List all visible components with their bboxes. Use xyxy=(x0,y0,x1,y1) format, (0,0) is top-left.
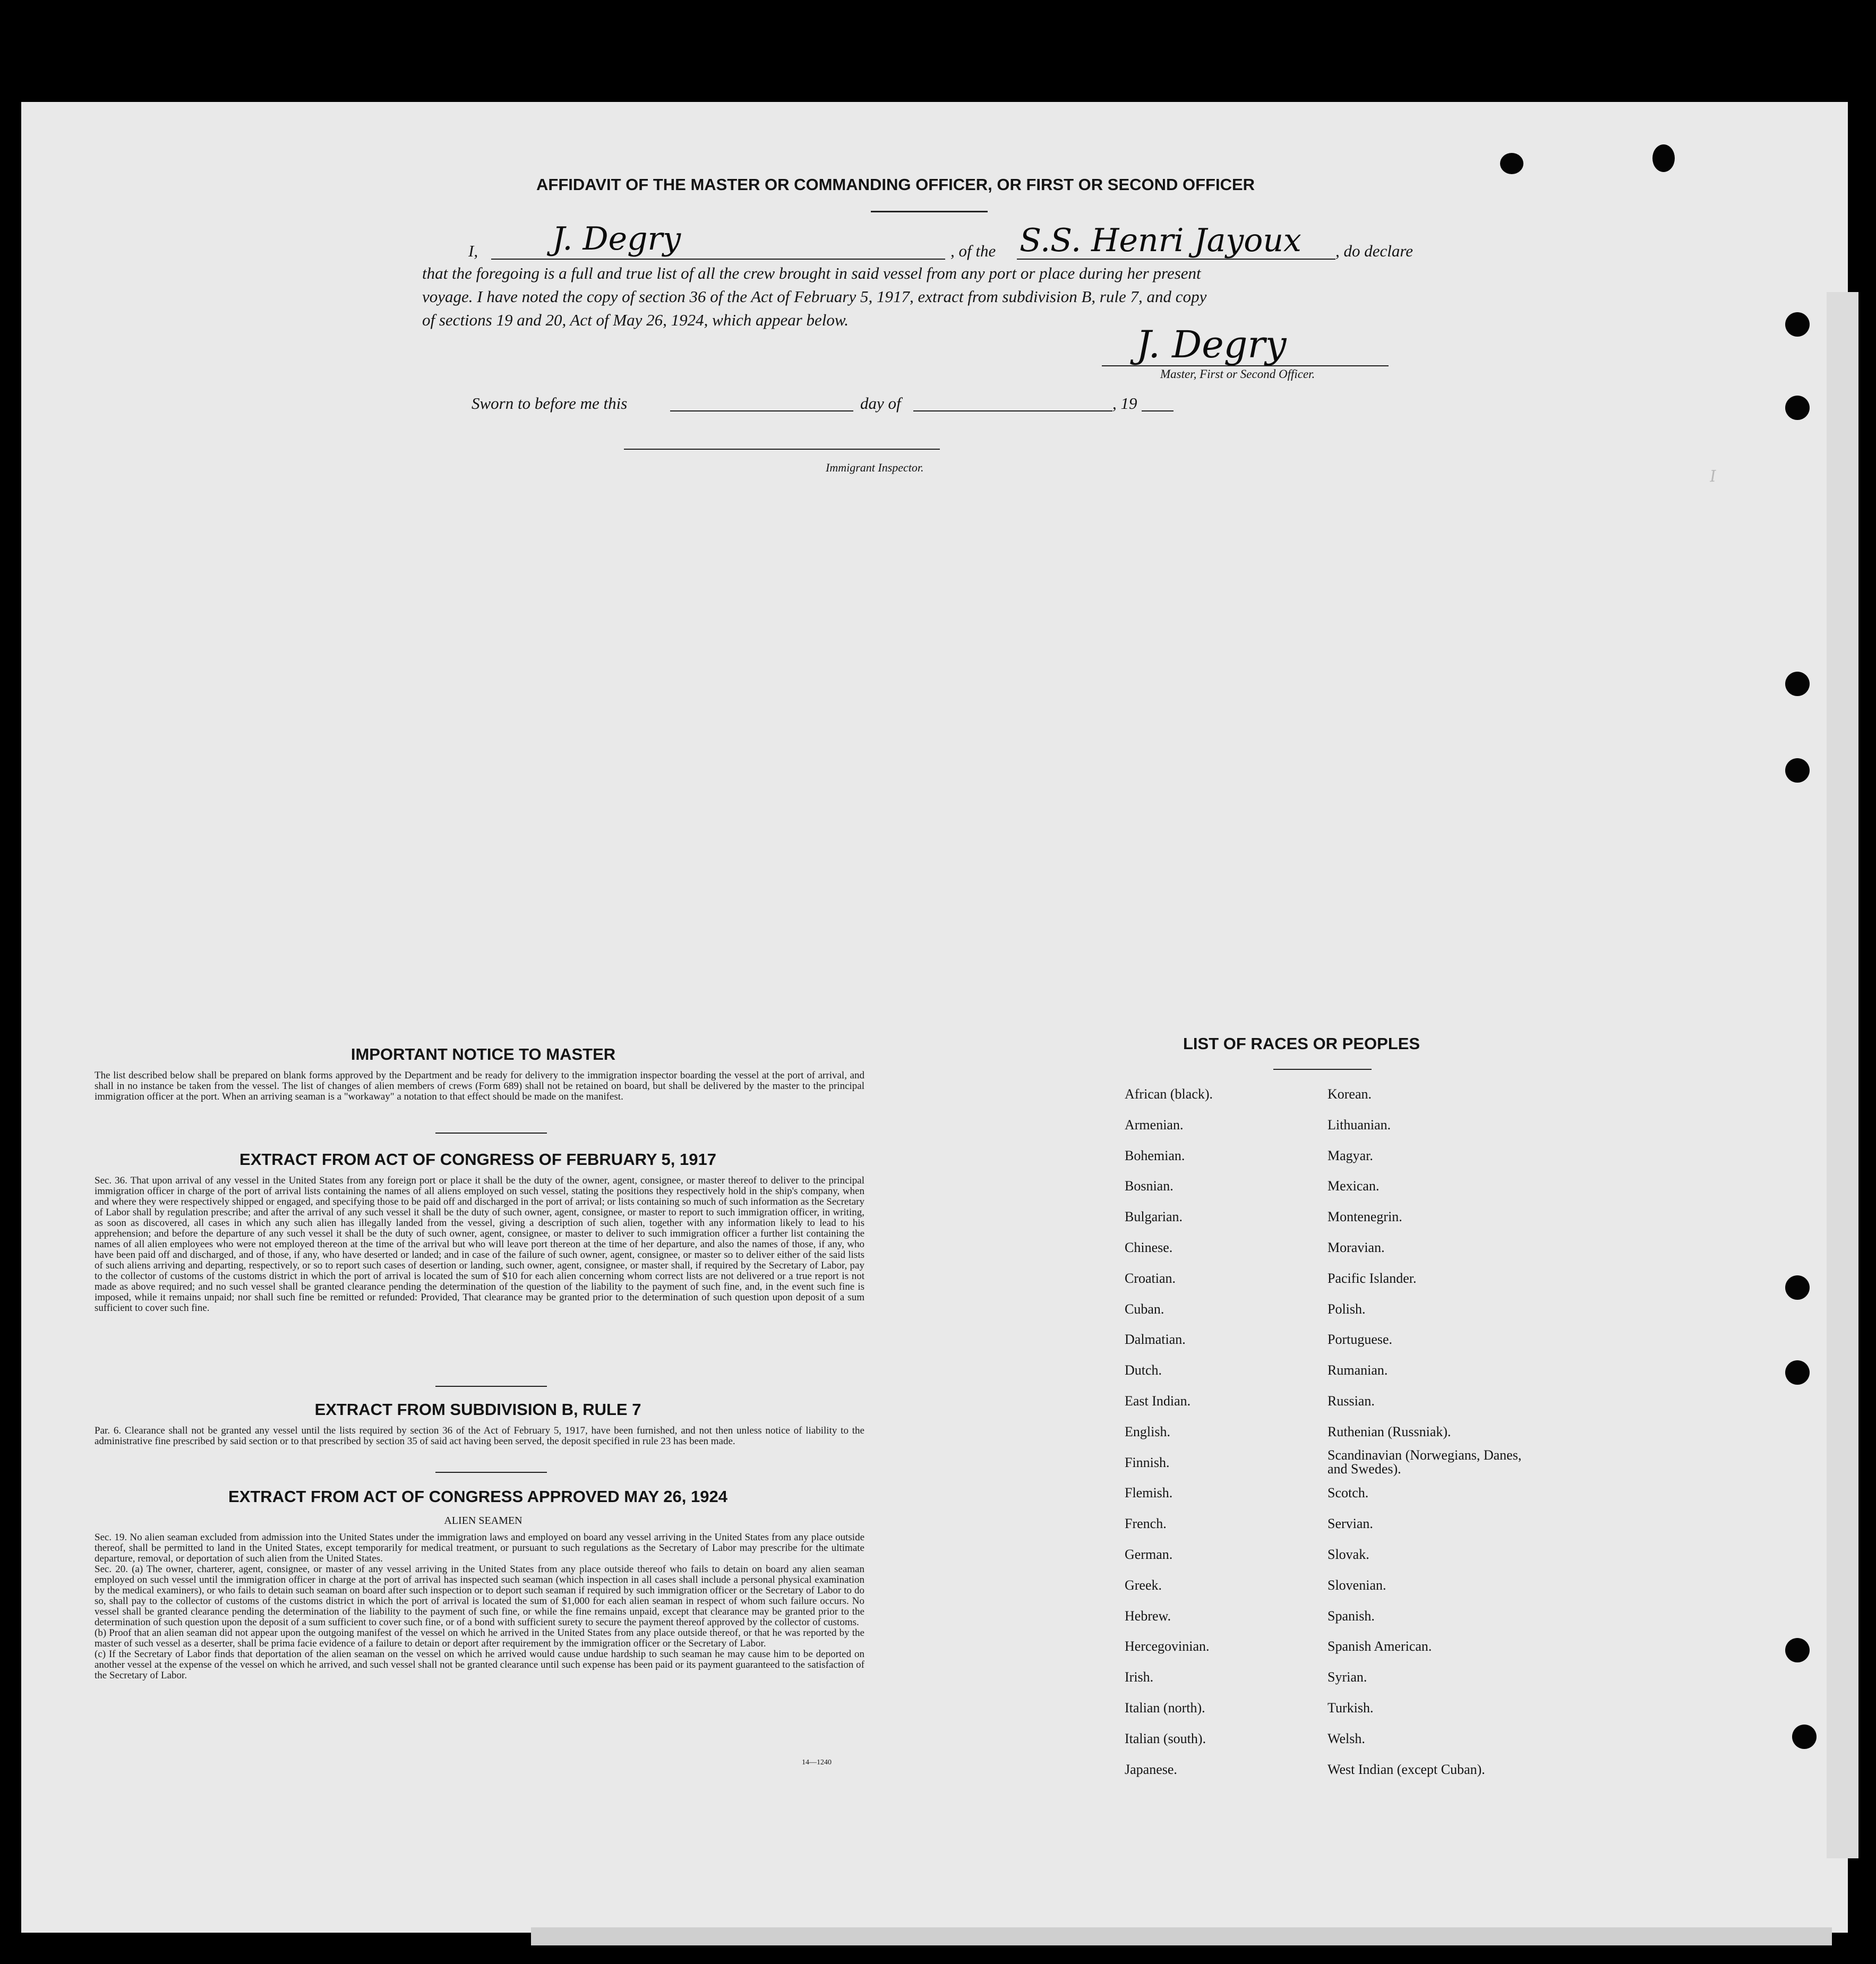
form-number: 14—1240 xyxy=(802,1759,832,1766)
sworn-day-of: day of xyxy=(860,394,901,413)
punch-hole xyxy=(1785,1638,1810,1662)
race-item: Bulgarian. xyxy=(1125,1209,1183,1225)
name-line xyxy=(491,259,945,260)
race-item: Finnish. xyxy=(1125,1454,1170,1470)
handwritten-name: J. Degry xyxy=(552,220,681,258)
punch-hole xyxy=(1652,144,1675,172)
race-item: West Indian (except Cuban). xyxy=(1327,1761,1485,1777)
affidavit-line-3: voyage. I have noted the copy of section 36 of the Act of February 5, 1917, extract from subdivision B, rule 7, and copy xyxy=(422,287,1207,306)
race-item: Pacific Islander. xyxy=(1327,1270,1417,1286)
race-item: Slovak. xyxy=(1327,1547,1369,1562)
race-item: Portuguese. xyxy=(1327,1332,1393,1348)
race-item: Scandinavian (Norwegians, Danes, and Swedes). xyxy=(1327,1447,1522,1477)
races-underline xyxy=(1273,1069,1372,1070)
race-item: Cuban. xyxy=(1125,1301,1164,1317)
handwritten-ship-name: S.S. Henri Jayoux xyxy=(1020,222,1301,259)
race-item: Greek. xyxy=(1125,1577,1162,1593)
punch-hole xyxy=(1785,1360,1810,1385)
race-item: Mexican. xyxy=(1327,1178,1380,1194)
race-item: Montenegrin. xyxy=(1327,1209,1402,1225)
inspector-caption: Immigrant Inspector. xyxy=(826,461,924,474)
separator-3 xyxy=(435,1472,547,1473)
punch-hole xyxy=(1785,672,1810,696)
race-item: Hercegovinian. xyxy=(1125,1639,1210,1654)
punch-hole xyxy=(1785,312,1810,337)
race-item: Turkish. xyxy=(1327,1700,1374,1716)
sec-20c: (c) If the Secretary of Labor finds that deportation of the alien seaman on the vessel on which he arrived would cause undue hardship to such seaman he may cause him to be deported on another vessel at the expense of the vessel on which he arrived, and such vessel shall not be granted clearance until such expense has been paid or its payment guaranteed to the satisfaction of the Secretary of Labor. xyxy=(95,1649,864,1681)
affidavit-declare: , do declare xyxy=(1335,242,1414,260)
sworn-day-line xyxy=(670,410,853,411)
race-item: Magyar. xyxy=(1327,1147,1373,1163)
sworn-year-line xyxy=(1142,410,1173,411)
race-item: Bohemian. xyxy=(1125,1147,1185,1163)
affidavit-title: AFFIDAVIT OF THE MASTER OR COMMANDING OFFICER, OR FIRST OR SECOND OFFICER xyxy=(536,175,1255,194)
race-item: Dutch. xyxy=(1125,1362,1162,1378)
race-item: East Indian. xyxy=(1125,1393,1191,1409)
race-item: Croatian. xyxy=(1125,1270,1176,1286)
sec-19: Sec. 19. No alien seaman excluded from admission into the United States under the immigration laws and employed on board any vessel arriving in the United States from any place outside thereof, shall be permitted to land in the United States, except temporarily for medical treatment, or pursuant to such regulations as the Secretary of Labor may prescribe for the ultimate departure, removal, or deportation of such alien from the United States. xyxy=(95,1532,864,1564)
subdiv-b-title: EXTRACT FROM SUBDIVISION B, RULE 7 xyxy=(314,1400,641,1419)
affidavit-prefix: I, xyxy=(468,242,478,260)
race-item: Ruthenian (Russniak). xyxy=(1327,1423,1451,1439)
punch-hole xyxy=(1785,758,1810,783)
extract-1917-text: Sec. 36. That upon arrival of any vessel in the United States from any foreign port or place it shall be the duty of the owner, agent, consignee, or master thereof to deliver to the principal immigration officer in charge of the port of arrival lists containing the names of all aliens employed on such vessel, stating the positions they respectively hold in the ship's company, when and where they were respectively shipped or engaged, and specifying those to be paid off and discharged in the port of arrival; or lists containing so much of such information as the Secretary of Labor shall by regulation prescribe; and after the arrival of any such vessel it shall be the duty of such owner, agent, consignee, or master to report to such immigration officer, in writing, as soon as discovered, all cases in which any such alien has illegally landed from the vessel, giving a description of such alien, together with any information likely to lead to his apprehension; and before the departure of any such vessel it shall be the duty of such owner, agent, consignee, or master to deliver to such immigration officer a further list containing the names of all alien employees who were not employed thereon at the time of the arrival but who will leave port thereon at the time of her departure, and also the names of those, if any, who have been paid off and discharged, and of those, if any, who have deserted or landed; and in case of the failure of such owner, agent, consignee, or master so to deliver either of the said lists of such aliens arriving and departing, respectively, or so to report such cases of desertion or landing, such owner, agent, consignee, or master shall, if required by the Secretary of Labor, pay to the collector of customs of the customs district in which the port of arrival is located the sum of $10 for each alien concerning whom correct lists are not delivered or a true report is not made as above required; and no such vessel shall be granted clearance pending the determination of the question of the liability to the payment of such fine, and, in the event such fine is imposed, while it remains unpaid; nor shall such fine be remitted or refunded: Provided, That clearance may be granted prior to the determination of such question upon deposit of a sum sufficient to cover such fine. xyxy=(95,1175,864,1314)
underlying-page-edge xyxy=(1827,292,1858,1858)
race-item: Spanish American. xyxy=(1327,1639,1432,1654)
race-item: Bosnian. xyxy=(1125,1178,1173,1194)
bleed-through-text: I xyxy=(1709,467,1717,486)
race-item: Korean. xyxy=(1327,1086,1372,1102)
race-item: German. xyxy=(1125,1547,1173,1562)
punch-hole xyxy=(1500,153,1523,174)
affidavit-of-the: , of the xyxy=(950,242,996,260)
race-item: Dalmatian. xyxy=(1125,1332,1186,1348)
sworn-month-line xyxy=(913,410,1112,411)
race-item: Russian. xyxy=(1327,1393,1375,1409)
race-item: Moravian. xyxy=(1327,1240,1385,1255)
race-item: Flemish. xyxy=(1125,1485,1173,1501)
race-item: Welsh. xyxy=(1327,1730,1365,1746)
separator-1 xyxy=(435,1133,547,1134)
separator-2 xyxy=(435,1386,547,1387)
notice-title: IMPORTANT NOTICE TO MASTER xyxy=(350,1045,616,1064)
race-item: Spanish. xyxy=(1327,1608,1375,1624)
notice-text: The list described below shall be prepared on blank forms approved by the Department and be ready for delivery to the immigration inspector boarding the vessel at the port of arrival, and shall in no instance be taken from the vessel. The list of changes of alien members of crews (Form 689) shall not be retained on board, but shall be delivered by the master to the principal immigration officer at the port. When an arriving seaman is a "workaway" a notation to that effect should be made on the manifest. xyxy=(95,1070,864,1102)
race-item: Armenian. xyxy=(1125,1117,1184,1133)
race-item: Italian (north). xyxy=(1125,1700,1205,1716)
race-item: Servian. xyxy=(1327,1516,1373,1532)
race-item: Syrian. xyxy=(1327,1669,1367,1685)
title-underline xyxy=(871,211,988,212)
sec-20a: Sec. 20. (a) The owner, charterer, agent, consignee, or master of any vessel arriving in the United States from any place outside thereof who fails to detain on board any alien seaman employed on such vessel until the immigration officer in charge at the port of arrival has inspected such seaman (which inspection in all cases shall include a personal physical examination by the medical examiners), or who fails to detain such seaman on board after such inspection or to deport such seaman if required by such immigration officer or the Secretary of Labor to do so, shall pay to the collector of customs of the customs district in which the port of arrival is located the sum of $1,000 for each alien seaman in respect of whom such failure occurs. No vessel shall be granted clearance pending the determination of the liability to the payment of such fine, or while the fine remains unpaid, except that clearance may be granted prior to the determination of such question upon the deposit of a sum sufficient to cover such fine, or of a bond with sufficient surety to secure the payment thereof approved by the collector of customs. xyxy=(95,1564,864,1628)
races-title: LIST OF RACES OR PEOPLES xyxy=(1183,1034,1420,1053)
inspector-line xyxy=(624,449,940,450)
affidavit-line-4: of sections 19 and 20, Act of May 26, 1924, which appear below. xyxy=(422,311,849,329)
extract-1917-title: EXTRACT FROM ACT OF CONGRESS OF FEBRUARY 5, 1917 xyxy=(239,1150,716,1169)
race-item: Scotch. xyxy=(1327,1485,1369,1501)
punch-hole xyxy=(1785,1275,1810,1300)
race-item: Polish. xyxy=(1327,1301,1366,1317)
race-item: Italian (south). xyxy=(1125,1730,1206,1746)
punch-hole xyxy=(1785,396,1810,420)
sworn-prefix: Sworn to before me this xyxy=(472,394,628,413)
race-item: Lithuanian. xyxy=(1327,1117,1391,1133)
race-item: Chinese. xyxy=(1125,1240,1173,1255)
sec-20b: (b) Proof that an alien seaman did not appear upon the outgoing manifest of the vessel on which he arrived in the United States from any place outside thereof, or that he was reported by the master of such vessel as a deserter, shall be prima facie evidence of a failure to detain or deport after requirement by the immigration officer or the Secretary of Labor. xyxy=(95,1627,864,1649)
sworn-year: , 19 xyxy=(1112,394,1137,413)
extract-1924-title: EXTRACT FROM ACT OF CONGRESS APPROVED MAY 26, 1924 xyxy=(228,1487,727,1506)
signature-caption: Master, First or Second Officer. xyxy=(1160,367,1315,381)
signature-line xyxy=(1102,365,1389,366)
race-item: Irish. xyxy=(1125,1669,1154,1685)
affidavit-line-2: that the foregoing is a full and true list of all the crew brought in said vessel from any port or place during her present xyxy=(422,264,1201,282)
race-item: French. xyxy=(1125,1516,1167,1532)
race-item: Slovenian. xyxy=(1327,1577,1386,1593)
race-item: Hebrew. xyxy=(1125,1608,1171,1624)
race-item: Rumanian. xyxy=(1327,1362,1388,1378)
race-item: English. xyxy=(1125,1423,1170,1439)
race-item: Japanese. xyxy=(1125,1761,1177,1777)
punch-hole xyxy=(1792,1725,1817,1749)
extract-1924-subtitle: ALIEN SEAMEN xyxy=(444,1515,522,1526)
extract-1924-text xyxy=(95,1532,864,1681)
master-signature: J. Degry xyxy=(1136,323,1287,366)
race-item: African (black). xyxy=(1125,1086,1213,1102)
underlying-page-strip xyxy=(531,1927,1832,1945)
subdiv-b-text: Par. 6. Clearance shall not be granted any vessel until the lists required by section 36 of the Act of February 5, 1917, have been furnished, and not then unless notice of liability to the administrative fine prescribed by said section or to that prescribed by section 35 of said act having been served, the deposit specified in rule 23 has been made. xyxy=(95,1425,864,1447)
